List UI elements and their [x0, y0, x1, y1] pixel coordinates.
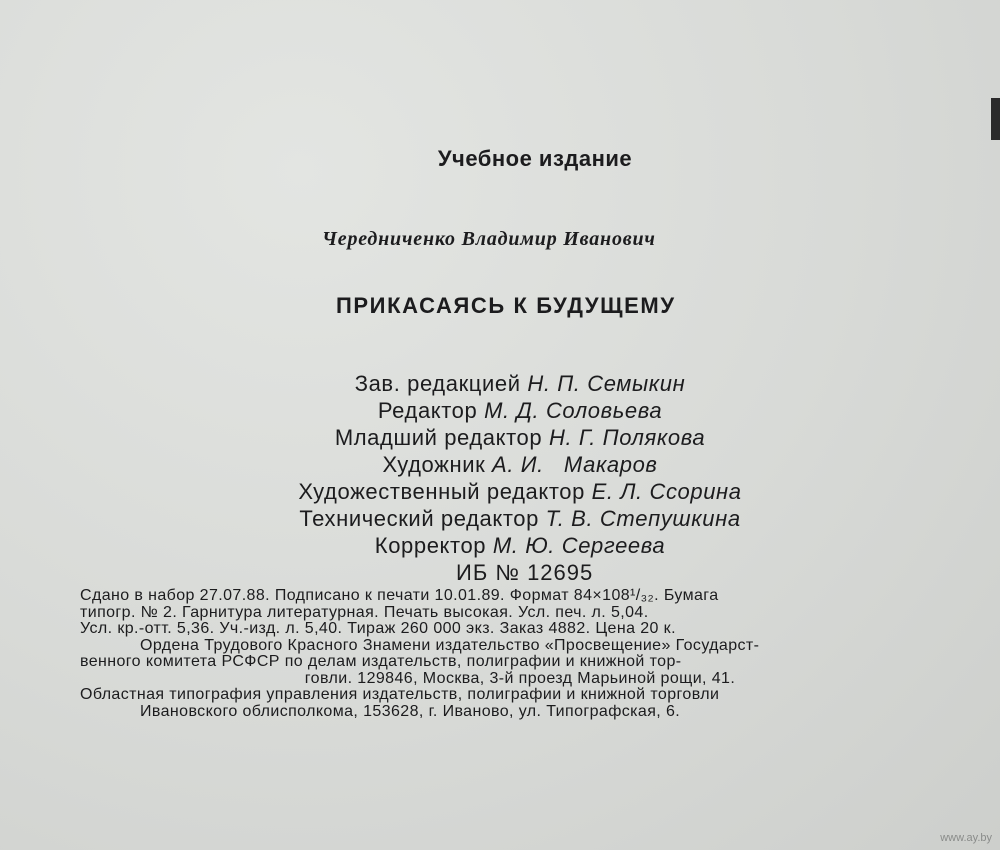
credit-role: Зав. редакцией: [354, 371, 521, 396]
credit-name: М. Ю. Сергеева: [492, 533, 666, 558]
imprint-block: [80, 588, 960, 720]
watermark: www.ay.by: [940, 832, 992, 844]
credit-role: Художественный редактор: [298, 479, 585, 504]
credit-name: Е. Л. Ссорина: [591, 479, 742, 504]
imprint-line: Областная типография управления издательств, полиграфии и книжной торговли: [80, 686, 720, 703]
credit-row: [0, 397, 1000, 424]
credit-row: [0, 505, 1000, 532]
credit-name: А. И. Макаров: [492, 452, 658, 477]
credit-role: Младший редактор: [334, 425, 543, 450]
credit-row: [0, 424, 1000, 451]
page-edge-mark: [991, 98, 1000, 140]
ib-number: ИБ № 12695: [456, 560, 594, 585]
credit-role: Художник: [382, 452, 486, 477]
credit-row: [0, 532, 1000, 559]
credit-row: [0, 370, 1000, 397]
credit-role: Технический редактор: [299, 506, 539, 531]
credits-block: [0, 370, 1000, 559]
book-title: ПРИКАСАЯСЬ К БУДУЩЕМУ: [336, 293, 676, 318]
credit-role: Корректор: [374, 533, 487, 558]
imprint-line: Усл. кр.-отт. 5,36. Уч.-изд. л. 5,40. Тираж 260 000 экз. Заказ 4882. Цена 20 к.: [80, 620, 676, 637]
credit-role: Редактор: [377, 398, 478, 423]
credit-name: М. Д. Соловьева: [484, 398, 663, 423]
credit-row: [0, 478, 1000, 505]
imprint-line: говли. 129846, Москва, 3-й проезд Марьиной рощи, 41.: [304, 669, 736, 687]
credit-name: Н. П. Семыкин: [527, 371, 686, 396]
credit-row: [0, 451, 1000, 478]
imprint-line: типогр. № 2. Гарнитура литературная. Печать высокая. Усл. печ. л. 5,04.: [80, 603, 649, 621]
credit-name: Н. Г. Полякова: [548, 425, 706, 450]
imprint-line: Сдано в набор 27.07.88. Подписано к печати 10.01.89. Формат 84×108¹/₃₂. Бумага: [80, 587, 719, 604]
imprint-line: венного комитета РСФСР по делам издательств, полиграфии и книжной тор-: [80, 653, 682, 670]
credit-name: Т. В. Степушкина: [545, 506, 741, 531]
author-name: Чередниченко Владимир Иванович: [322, 228, 656, 250]
imprint-line: Ордена Трудового Красного Знамени издательство «Просвещение» Государст-: [140, 636, 760, 654]
imprint-line: Ивановского облисполкома, 153628, г. Иваново, ул. Типографская, 6.: [140, 702, 681, 720]
series-label: Учебное издание: [437, 146, 633, 171]
